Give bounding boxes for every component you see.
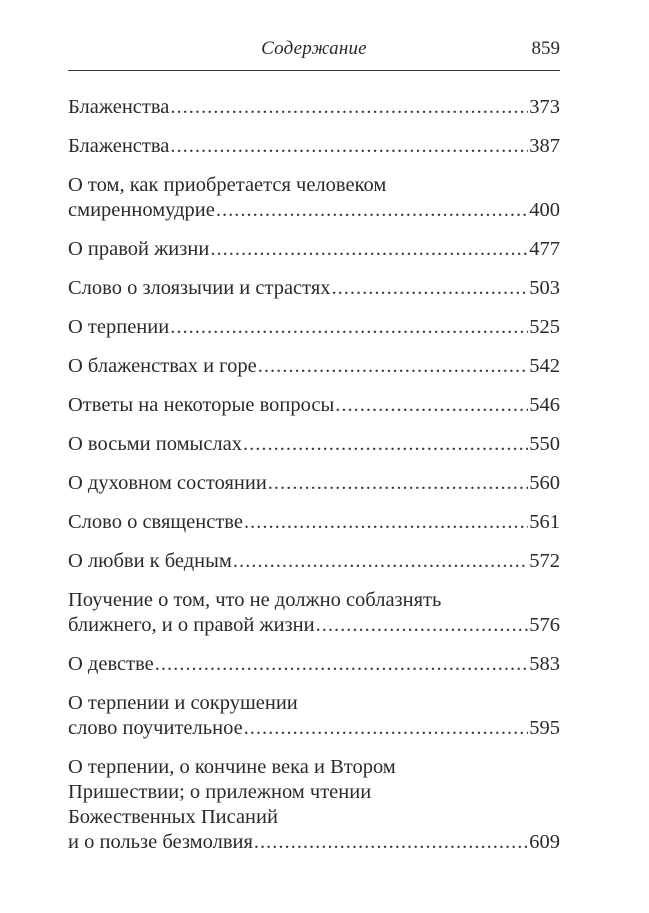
toc-entry — [68, 276, 560, 301]
toc-entry-title-line: Слово о священстве — [68, 511, 243, 533]
toc-entry-title-line: Поучение о том, что не должно соблазнять — [68, 589, 442, 611]
toc-entry-leader-line — [68, 652, 560, 677]
toc-entry — [68, 95, 560, 120]
dot-leader — [216, 198, 528, 223]
toc-entry-title-line: Пришествии; о прилежном чтении — [68, 781, 372, 803]
toc-entry-page-number: 525 — [529, 316, 560, 338]
toc-entry-leader-line — [68, 830, 560, 855]
toc-entry-leader-line — [68, 549, 560, 574]
toc-entry-page-number: 400 — [529, 199, 560, 221]
dot-leader — [243, 432, 528, 457]
toc-entry-leader-line — [68, 432, 560, 457]
toc-entry — [68, 237, 560, 262]
running-title: Содержание — [261, 38, 367, 59]
toc-entry-leader-line — [68, 198, 560, 223]
toc-entry — [68, 471, 560, 496]
toc-entry-leader-line — [68, 354, 560, 379]
toc-entry-page-number: 373 — [529, 96, 560, 118]
toc-entry — [68, 315, 560, 340]
toc-entry — [68, 755, 560, 855]
toc-entry-title-line: О блаженствах и горе — [68, 355, 257, 377]
toc-entry-title-line: Ответы на некоторые вопросы — [68, 394, 335, 416]
toc-entry-title-line: О терпении и сокрушении — [68, 692, 298, 714]
toc-entry — [68, 691, 560, 741]
header-rule — [68, 70, 560, 71]
toc-entry — [68, 134, 560, 159]
toc-entry-leader-line — [68, 276, 560, 301]
toc-entry-title-line: О терпении, о кончине века и Втором — [68, 756, 396, 778]
toc-entry-leader-line — [68, 510, 560, 535]
dot-leader — [332, 276, 529, 301]
dot-leader — [155, 652, 529, 677]
dot-leader — [170, 134, 528, 159]
toc-entry-page-number: 561 — [529, 511, 560, 533]
dot-leader — [244, 510, 528, 535]
toc-entry-title-line: Блаженства — [68, 96, 170, 118]
toc-entry-leader-line — [68, 393, 560, 418]
toc-entry — [68, 432, 560, 457]
toc-entry — [68, 588, 560, 638]
toc-entry-title-line: и о пользе безмолвия — [68, 831, 253, 853]
toc-entry-title-line: смиренномудрие — [68, 199, 215, 221]
toc-entry-leader-line — [68, 471, 560, 496]
toc-entry-title-line: Божественных Писаний — [68, 806, 278, 828]
toc-entry — [68, 354, 560, 379]
toc-entry — [68, 549, 560, 574]
table-of-contents — [68, 95, 560, 869]
toc-entry-title-line: О восьми помыслах — [68, 433, 242, 455]
toc-entry-title-line: ближнего, и о правой жизни — [68, 614, 315, 636]
toc-entry-page-number: 595 — [529, 717, 560, 739]
toc-entry-page-number: 560 — [529, 472, 560, 494]
toc-entry-title-line: слово поучительное — [68, 717, 243, 739]
page-header — [68, 38, 560, 68]
toc-entry-title-line: О девстве — [68, 653, 154, 675]
toc-entry-page-number: 387 — [529, 135, 560, 157]
toc-entry-page-number: 576 — [529, 614, 560, 636]
toc-entry — [68, 393, 560, 418]
toc-entry-title-line: О том, как приобретается человеком — [68, 174, 387, 196]
toc-entry — [68, 510, 560, 535]
toc-entry-page-number: 546 — [529, 394, 560, 416]
toc-entry — [68, 652, 560, 677]
dot-leader — [335, 393, 528, 418]
dot-leader — [244, 716, 529, 741]
toc-entry-title-line: Слово о злоязычии и страстях — [68, 277, 331, 299]
dot-leader — [316, 613, 529, 638]
toc-entry-page-number: 550 — [529, 433, 560, 455]
toc-entry-title-line: Блаженства — [68, 135, 170, 157]
toc-entry-title-line: О правой жизни — [68, 238, 210, 260]
toc-entry-title-line: О терпении — [68, 316, 170, 338]
toc-entry-leader-line — [68, 134, 560, 159]
page-number: 859 — [531, 38, 560, 59]
toc-entry-leader-line — [68, 315, 560, 340]
toc-entry-title-line: О духовном состоянии — [68, 472, 267, 494]
toc-entry-leader-line — [68, 95, 560, 120]
toc-entry-page-number: 503 — [529, 277, 560, 299]
toc-entry — [68, 173, 560, 223]
dot-leader — [254, 830, 528, 855]
toc-entry-title-line: О любви к бедным — [68, 550, 232, 572]
dot-leader — [258, 354, 529, 379]
dot-leader — [233, 549, 528, 574]
toc-entry-page-number: 609 — [529, 831, 560, 853]
toc-entry-leader-line — [68, 237, 560, 262]
toc-entry-page-number: 583 — [529, 653, 560, 675]
toc-entry-page-number: 542 — [529, 355, 560, 377]
dot-leader — [170, 95, 528, 120]
toc-entry-leader-line — [68, 613, 560, 638]
dot-leader — [170, 315, 528, 340]
dot-leader — [210, 237, 528, 262]
toc-entry-page-number: 572 — [529, 550, 560, 572]
toc-entry-leader-line — [68, 716, 560, 741]
dot-leader — [268, 471, 528, 496]
toc-entry-page-number: 477 — [529, 238, 560, 260]
